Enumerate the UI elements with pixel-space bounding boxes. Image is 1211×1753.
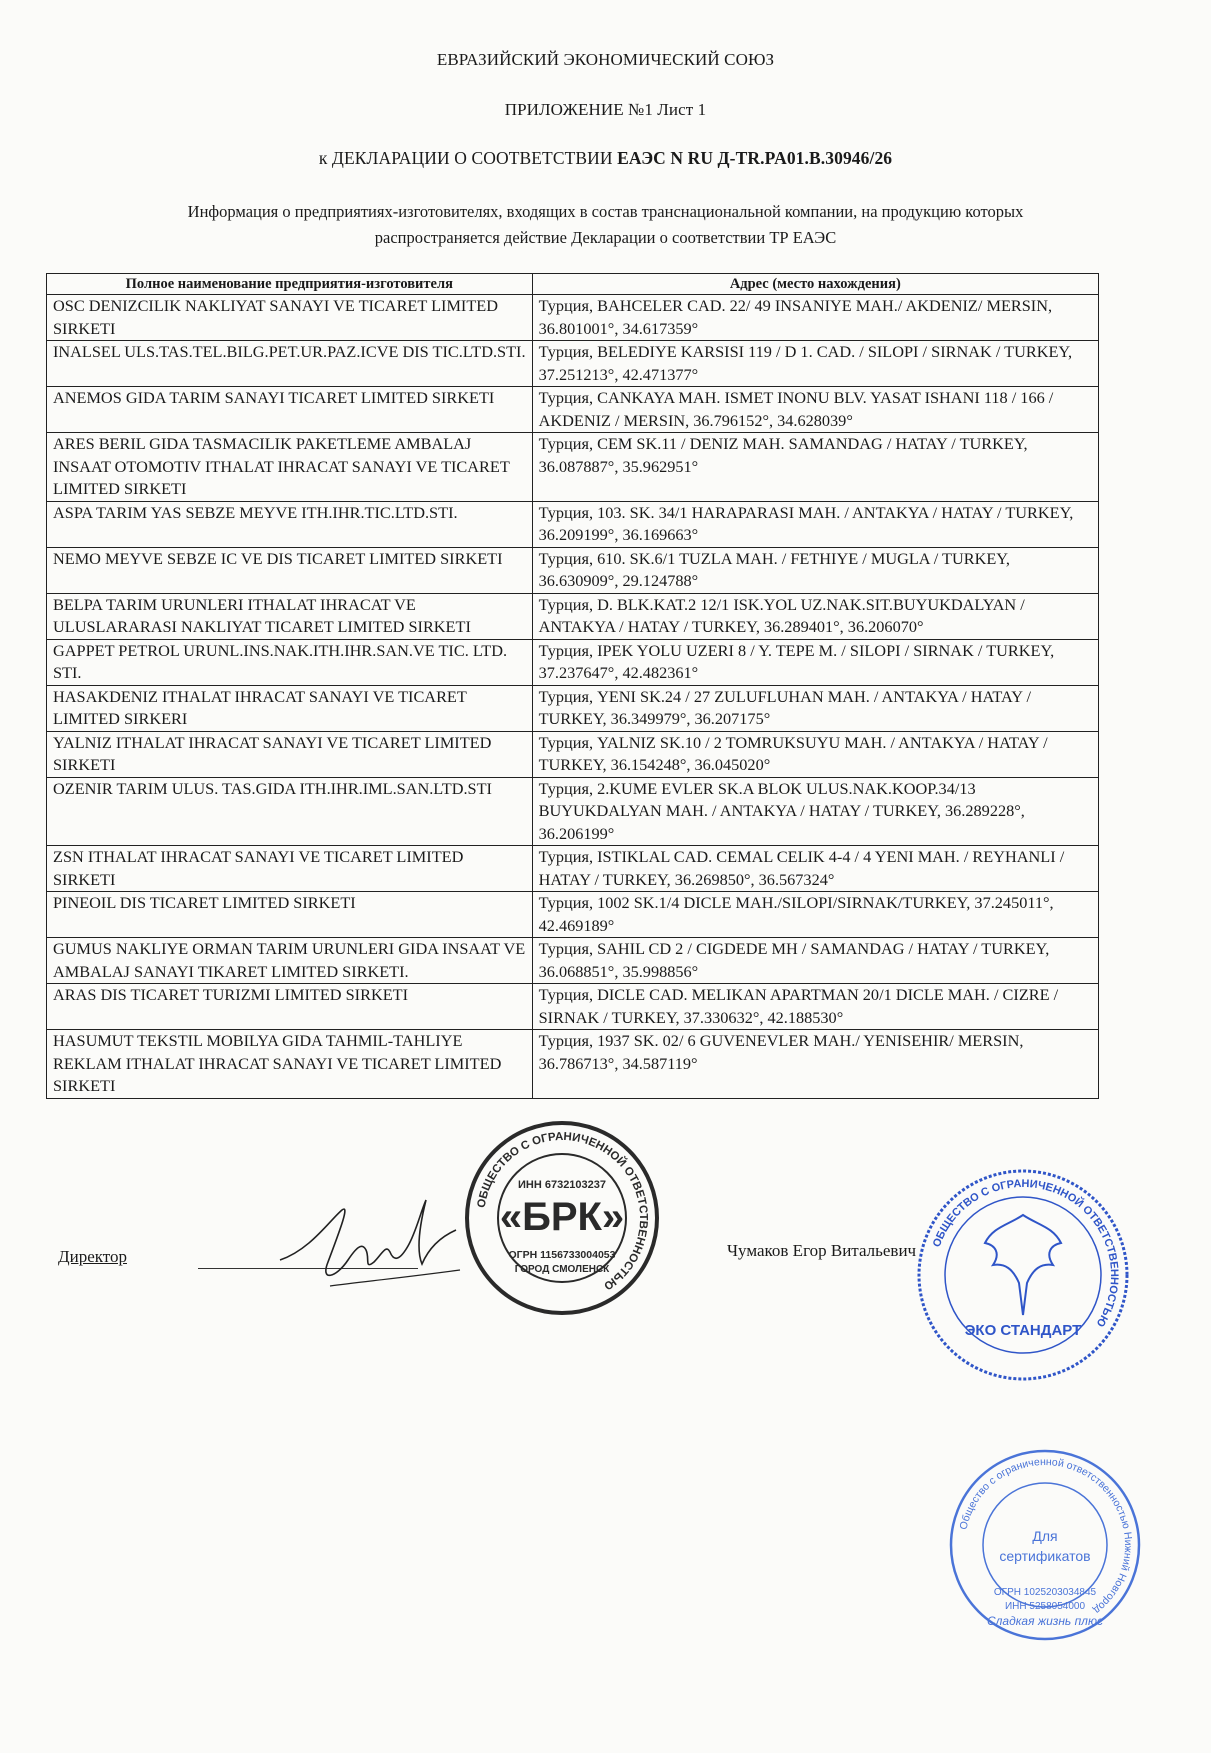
svg-text:ИНН 5258054000: ИНН 5258054000 <box>1004 1601 1086 1612</box>
table-row <box>47 685 1099 731</box>
manufacturer-address: Турция, 1937 SK. 02/ 6 GUVENEVLER MAH./ YENISEHIR/ MERSIN, 36.786713°, 34.587119° <box>532 1030 1098 1099</box>
manufacturer-address: Турция, 1002 SK.1/4 DICLE MAH./SILOPI/SIRNAK/TURKEY, 37.245011°, 42.469189° <box>532 892 1098 938</box>
table-row <box>47 547 1099 593</box>
brk-seal-stamp <box>462 1118 662 1323</box>
manufacturer-name: ASPA TARIM YAS SEBZE MEYVE ITH.IHR.TIC.LTD.STI. <box>47 501 533 547</box>
manufacturer-name: ARES BERIL GIDA TASMACILIK PAKETLEME AMBALAJ INSAAT OTOMOTIV ITHALAT IHRACAT SANAYI VE TICARET LIMITED SIRKETI <box>47 433 533 502</box>
declaration-title <box>0 148 1211 169</box>
manufacturer-name: GUMUS NAKLIYE ORMAN TARIM URUNLERI GIDA INSAAT VE AMBALAJ SANAYI TIKARET LIMITED SIRKETI. <box>47 938 533 984</box>
manufacturer-name: HASAKDENIZ ITHALAT IHRACAT SANAYI VE TICARET LIMITED SIRKERI <box>47 685 533 731</box>
manufacturer-address: Турция, YENI SK.24 / 27 ZULUFLUHAN MAH. / ANTAKYA / HATAY / TURKEY, 36.349979°, 36.207175° <box>532 685 1098 731</box>
svg-text:ГОРОД СМОЛЕНСК: ГОРОД СМОЛЕНСК <box>514 1264 610 1275</box>
eco-standard-stamp <box>913 1165 1133 1390</box>
declaration-number: ЕАЭС N RU Д-TR.PA01.В.30946/26 <box>617 148 893 168</box>
table-row <box>47 433 1099 502</box>
svg-text:Сладкая жизнь плюс: Сладкая жизнь плюс <box>987 1614 1103 1628</box>
table-row <box>47 892 1099 938</box>
manufacturer-address: Турция, BAHCELER CAD. 22/ 49 INSANIYE MAH./ AKDENIZ/ MERSIN, 36.801001°, 34.617359° <box>532 295 1098 341</box>
manufacturer-address: Турция, 2.KUME EVLER SK.A BLOK ULUS.NAK.KOOP.34/13 BUYUKDALYAN MAH. / ANTAKYA / HATAY / TURKEY, 36.289228°, 36.206199° <box>532 777 1098 846</box>
svg-text:ОБЩЕСТВО С ОГРАНИЧЕННОЙ ОТВЕТС: ОБЩЕСТВО С ОГРАНИЧЕННОЙ ОТВЕТСТВЕННОСТЬЮ <box>475 1130 650 1292</box>
manufacturer-address: Турция, DICLE CAD. MELIKAN APARTMAN 20/1 DICLE MAH. / CIZRE / SIRNAK / TURKEY, 37.330632°, 42.188530° <box>532 984 1098 1030</box>
manufacturer-address: Турция, YALNIZ SK.10 / 2 TOMRUKSUYU MAH. / ANTAKYA / HATAY / TURKEY, 36.154248°, 36.045020° <box>532 731 1098 777</box>
manufacturer-address: Турция, 610. SK.6/1 TUZLA MAH. / FETHIYE / MUGLA / TURKEY, 36.630909°, 29.124788° <box>532 547 1098 593</box>
declaration-prefix: к ДЕКЛАРАЦИИ О СООТВЕТСТВИИ <box>318 148 618 168</box>
intro-line-1: Информация о предприятиях-изготовителях, входящих в состав транснациональной компании, на продукцию которых <box>187 202 1024 221</box>
table-row <box>47 341 1099 387</box>
manufacturer-name: BELPA TARIM URUNLERI ITHALAT IHRACAT VE ULUSLARARASI NAKLIYAT TICARET LIMITED SIRKETI <box>47 593 533 639</box>
union-title: ЕВРАЗИЙСКИЙ ЭКОНОМИЧЕСКИЙ СОЮЗ <box>436 50 775 69</box>
svg-text:ЭКО СТАНДАРТ: ЭКО СТАНДАРТ <box>964 1322 1082 1339</box>
table-header-row <box>47 274 1099 295</box>
manufacturer-name: ARAS DIS TICARET TURIZMI LIMITED SIRKETI <box>47 984 533 1030</box>
manufacturer-address: Турция, 103. SK. 34/1 HARAPARASI MAH. / ANTAKYA / HATAY / TURKEY, 36.209199°, 36.169663° <box>532 501 1098 547</box>
sweet-life-stamp <box>945 1445 1145 1650</box>
svg-text:ОБЩЕСТВО С ОГРАНИЧЕННОЙ ОТВЕТС: ОБЩЕСТВО С ОГРАНИЧЕННОЙ ОТВЕТСТВЕННОСТЬЮ <box>930 1177 1121 1329</box>
svg-text:Общество с ограниченной ответс: Общество с ограниченной ответственностью Нижний Новгород <box>957 1455 1135 1617</box>
table-row <box>47 938 1099 984</box>
manufacturer-address: Турция, ISTIKLAL CAD. CEMAL CELIK 4-4 / 4 YENI MAH. / REYHANLI / HATAY / TURKEY, 36.269850°, 36.567324° <box>532 846 1098 892</box>
manufacturer-name: GAPPET PETROL URUNL.INS.NAK.ITH.IHR.SAN.VE TIC. LTD. STI. <box>47 639 533 685</box>
table-row <box>47 387 1099 433</box>
manufacturers-table <box>46 273 1099 1099</box>
manufacturer-name: ZSN ITHALAT IHRACAT SANAYI VE TICARET LIMITED SIRKETI <box>47 846 533 892</box>
manufacturer-name: OZENIR TARIM ULUS. TAS.GIDA ITH.IHR.IML.SAN.LTD.STI <box>47 777 533 846</box>
table-row <box>47 731 1099 777</box>
handwritten-signature <box>270 1190 470 1305</box>
table-row <box>47 1030 1099 1099</box>
svg-text:ОГРН 1156733004053: ОГРН 1156733004053 <box>508 1249 616 1261</box>
director-name: Чумаков Егор Витальевич <box>727 1241 917 1260</box>
table-row <box>47 984 1099 1030</box>
manufacturer-address: Турция, IPEK YOLU UZERI 8 / Y. TEPE M. / SILOPI / SIRNAK / TURKEY, 37.237647°, 42.482361° <box>532 639 1098 685</box>
svg-text:Для: Для <box>1032 1528 1058 1544</box>
manufacturer-name: PINEOIL DIS TICARET LIMITED SIRKETI <box>47 892 533 938</box>
manufacturer-address: Турция, CANKAYA MAH. ISMET INONU BLV. YASAT ISHANI 118 / 166 / AKDENIZ / MERSIN, 36.796152°, 34.628039° <box>532 387 1098 433</box>
manufacturer-name: OSC DENIZCILIK NAKLIYAT SANAYI VE TICARET LIMITED SIRKETI <box>47 295 533 341</box>
manufacturer-address: Турция, D. BLK.KAT.2 12/1 ISK.YOL UZ.NAK.SIT.BUYUKDALYAN / ANTAKYA / HATAY / TURKEY, 36.289401°, 36.206070° <box>532 593 1098 639</box>
table-row <box>47 639 1099 685</box>
header-address: Адрес (место нахождения) <box>532 274 1098 295</box>
manufacturer-name: NEMO MEYVE SEBZE IC VE DIS TICARET LIMITED SIRKETI <box>47 547 533 593</box>
manufacturer-address: Турция, CEM SK.11 / DENIZ MAH. SAMANDAG / HATAY / TURKEY, 36.087887°, 35.962951° <box>532 433 1098 502</box>
svg-text:ИНН 6732103237: ИНН 6732103237 <box>517 1179 607 1191</box>
appendix-title: ПРИЛОЖЕНИЕ №1 Лист 1 <box>504 100 707 119</box>
table-row <box>47 593 1099 639</box>
manufacturer-name: YALNIZ ITHALAT IHRACAT SANAYI VE TICARET LIMITED SIRKETI <box>47 731 533 777</box>
header-name: Полное наименование предприятия-изготовителя <box>47 274 533 295</box>
table-row <box>47 777 1099 846</box>
manufacturer-name: ANEMOS GIDA TARIM SANAYI TICARET LIMITED SIRKETI <box>47 387 533 433</box>
table-row <box>47 295 1099 341</box>
table-row <box>47 501 1099 547</box>
manufacturer-address: Турция, BELEDIYE KARSISI 119 / D 1. CAD. / SILOPI / SIRNAK / TURKEY, 37.251213°, 42.471377° <box>532 341 1098 387</box>
director-label: Директор <box>58 1247 127 1266</box>
table-row <box>47 846 1099 892</box>
svg-text:сертификатов: сертификатов <box>999 1548 1091 1564</box>
intro-line-2: распространяется действие Декларации о соответствии ТР ЕАЭС <box>374 228 837 247</box>
svg-text:«БРК»: «БРК» <box>499 1195 625 1239</box>
svg-text:ОГРН 1025203034845: ОГРН 1025203034845 <box>993 1587 1097 1598</box>
manufacturer-name: HASUMUT TEKSTIL MOBILYA GIDA TAHMIL-TAHLIYE REKLAM ITHALAT IHRACAT SANAYI VE TICARET LIMITED SIRKETI <box>47 1030 533 1099</box>
manufacturer-name: INALSEL ULS.TAS.TEL.BILG.PET.UR.PAZ.ICVE DIS TIC.LTD.STI. <box>47 341 533 387</box>
manufacturer-address: Турция, SAHIL CD 2 / CIGDEDE MH / SAMANDAG / HATAY / TURKEY, 36.068851°, 35.998856° <box>532 938 1098 984</box>
